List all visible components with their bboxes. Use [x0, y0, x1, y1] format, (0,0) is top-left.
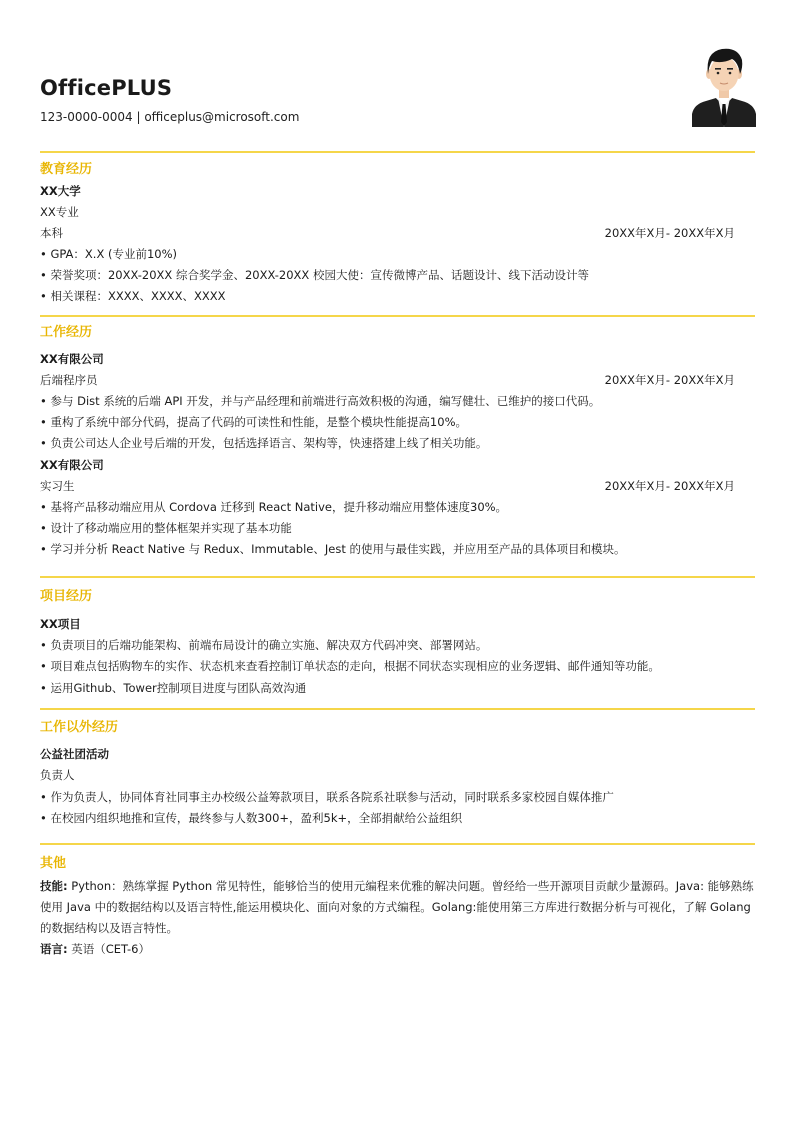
school-name: XX大学 — [40, 184, 81, 198]
project-bullet: • 负责项目的后端功能架构、前端布局设计的确立实施、解决双方代码冲突、部署网站。 — [40, 638, 488, 652]
job-bullet: • 设计了移动端应用的整体框架并实现了基本功能 — [40, 521, 292, 535]
resume-header — [40, 0, 755, 140]
avatar — [692, 44, 756, 127]
education-bullet: • 荣誉奖项：20XX-20XX 综合奖学金、20XX-20XX 校园大使：宣传微博产品、话题设计、线下活动设计等 — [40, 268, 589, 282]
job-bullet: • 参与 Dist 系统的后端 API 开发，并与产品经理和前端进行高效积极的沟通，编写健壮、已维护的接口代码。 — [40, 394, 601, 408]
skills-text: Python：熟练掌握 Python 常见特性，能够恰当的使用元编程来优雅的解决问题。曾经给一些开源项目贡献少量源码。Java: 能够熟练使用 Java 中的数据结构以及语言特性,能运用模块化、面向对象的方式编程。Golang:能使用第三方库进行数据分析与可视化，了解 Golang 的数据结构以及语言特性。 — [40, 879, 754, 935]
candidate-name: OfficePLUS — [40, 76, 173, 100]
section-divider — [40, 576, 755, 578]
language-label: 语言: — [40, 942, 68, 956]
job-date: 20XX年X月- 20XX年X月 — [604, 479, 735, 493]
language-text: 英语（CET-6） — [67, 942, 150, 956]
section-divider — [40, 315, 755, 317]
project-bullet: • 运用Github、Tower控制项目进度与团队高效沟通 — [40, 681, 307, 695]
section-divider — [40, 708, 755, 710]
projects-section — [40, 587, 755, 607]
header-divider — [40, 151, 755, 153]
other-section — [40, 854, 755, 874]
company-name: XX有限公司 — [40, 458, 104, 472]
major: XX专业 — [40, 205, 79, 219]
company-name: XX有限公司 — [40, 352, 104, 366]
education-section — [40, 160, 755, 180]
other-title: 其他 — [40, 856, 67, 871]
education-bullet: • 相关课程：XXXX、XXXX、XXXX — [40, 289, 226, 303]
project-name: XX项目 — [40, 617, 81, 631]
job-bullet: • 基将产品移动端应用从 Cordova 迁移到 React Native，提升移动端应用整体速度30%。 — [40, 500, 508, 514]
job-bullet: • 负责公司达人企业号后端的开发，包括选择语言、架构等，快速搭建上线了相关功能。 — [40, 436, 488, 450]
projects-title: 项目经历 — [40, 589, 93, 604]
job-role: 实习生 — [40, 479, 75, 493]
extra-title: 工作以外经历 — [40, 720, 119, 735]
work-section — [40, 323, 755, 343]
degree: 本科 — [40, 226, 63, 240]
resume-page — [40, 0, 755, 1132]
work-title: 工作经历 — [40, 325, 93, 340]
section-divider — [40, 843, 755, 845]
extra-section — [40, 718, 755, 738]
job-role: 后端程序员 — [40, 373, 98, 387]
language-paragraph — [40, 939, 762, 960]
job-bullet: • 学习并分析 React Native 与 Redux、Immutable、Jest 的使用与最佳实践，并应用至产品的具体项目和模块。 — [40, 542, 626, 556]
org-name: 公益社团活动 — [40, 747, 109, 761]
org-role: 负责人 — [40, 768, 75, 782]
education-bullet: • GPA：X.X (专业前10%) — [40, 247, 178, 261]
job-bullet: • 重构了系统中部分代码，提高了代码的可读性和性能，是整个模块性能提高10%。 — [40, 415, 467, 429]
job-date: 20XX年X月- 20XX年X月 — [604, 373, 735, 387]
skills-paragraph — [40, 876, 762, 939]
contact-info: 123-0000-0004 | officeplus@microsoft.com — [40, 110, 300, 124]
education-title: 教育经历 — [40, 162, 93, 177]
extra-bullet: • 在校园内组织地推和宣传，最终参与人数300+，盈利5k+，全部捐献给公益组织 — [40, 811, 463, 825]
project-bullet: • 项目难点包括购物车的实作、状态机来查看控制订单状态的走向，根据不同状态实现相应的业务逻辑、邮件通知等功能。 — [40, 659, 660, 673]
skills-label: 技能: — [40, 879, 68, 893]
education-date: 20XX年X月- 20XX年X月 — [604, 226, 735, 240]
extra-bullet: • 作为负责人，协同体育社同事主办校级公益筹款项目，联系各院系社联参与活动，同时联系多家校园自媒体推广 — [40, 790, 614, 804]
